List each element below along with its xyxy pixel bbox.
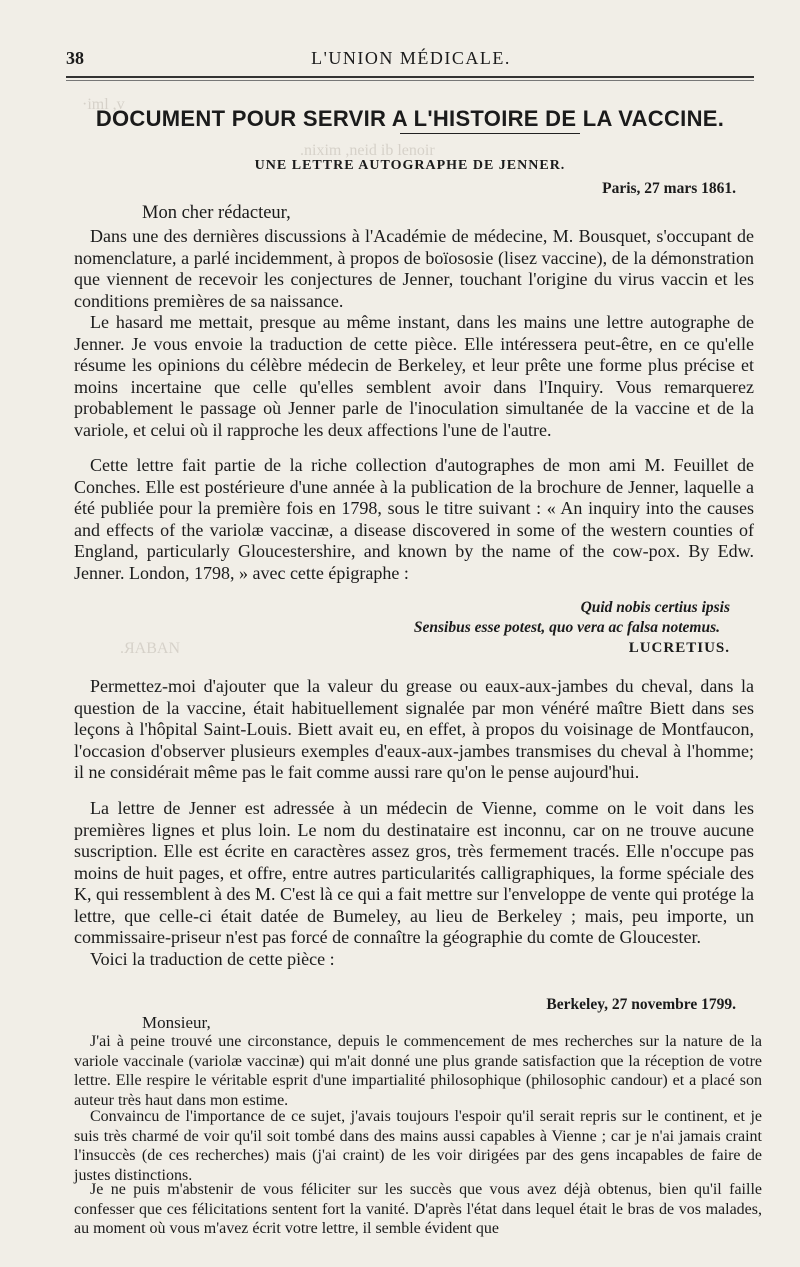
letter-text: Convaincu de l'importance de ce sujet, j'avais toujours l'espoir qu'il serait repris sur le continent, et je suis très charmé de voir qu'il soit tombé dans des mains aussi capables à Vienne ; car je n'ai jamais craint l'insuccès (de ces recherches) mais (j'ai craint) de les voir dirigées par des gens incapables de faire de justes distinctions. bbox=[74, 1108, 762, 1184]
paragraph-text: La lettre de Jenner est adressée à un médecin de Vienne, comme on le voit dans les premières lignes et plus loin. Le nom du destinataire est inconnu, car on ne trouve aucune suscription. Elle est écrite en caractères assez gros, très fermement tracés. Elle n'occupe pas moins de huit pages, et offre, entre autres particularités calligraphiques, la forme spéciale des K, qui ressemblent à des M. C'est là ce qui a fait mettre sur l'enveloppe de vente qui protége la lettre, que celle-ci était datée de Bumeley, au lieu de Berkeley ; mais, peu importe, un commissaire-priseur n'est pas forcé de connaître la géographie du comte de Gloucester. bbox=[74, 798, 754, 947]
title-rule bbox=[400, 133, 580, 134]
paragraph-4 bbox=[74, 676, 754, 784]
paragraph-3 bbox=[74, 455, 754, 584]
show-through-text: ·iml ,v bbox=[82, 96, 125, 113]
letter-text: J'ai à peine trouvé une circonstance, depuis le commencement de mes recherches sur la nature de la variole vaccinale (variolæ vaccinæ) qui m'ait donné une plus grande satisfaction que la réception de votre lettre. Elle respire le véritable esprit d'une impartialité philosophique (philosophic candour) et a placé son auteur très haut dans mon estime. bbox=[74, 1033, 762, 1109]
paragraph-text: Voici la traduction de cette pièce : bbox=[90, 948, 335, 969]
paragraph-2 bbox=[74, 312, 754, 441]
show-through-text: .ЯABAN bbox=[120, 640, 181, 657]
paragraph-text: Le hasard me mettait, presque au même instant, dans les mains une lettre autographe de Jenner. Je vous envoie la traduction de cette pièce. Elle intéressera peut-être, en ce qu'elle résume les opinions du célèbre médecin de Berkeley, et leur prête une forme plus précise et moins incertaine que celle qu'elles semblent avoir dans l'Inquiry. Vous remarquerez probablement le passage où Jenner parle de l'inoculation simultanée de la vaccine et de la variole, et celui où il rapproche les deux affections l'une de l'autre. bbox=[74, 312, 754, 440]
paragraph-text: Permettez-moi d'ajouter que la valeur du grease ou eaux-aux-jambes du cheval, dans la question de la vaccine, était habituellement signalée par mon vénéré maître Biett dans ses leçons à l'hôpital Saint-Louis. Biett avait eu, en effet, à propos du voisinage de Montfaucon, l'occasion d'observer plusieurs exemples d'eaux-aux-jambes transmises du cheval à l'homme; il ne considérait même pas le fait comme aussi rare qu'on le pense aujourd'hui. bbox=[74, 676, 754, 782]
show-through-text: .nixim ,neid ib lenoir bbox=[300, 142, 435, 159]
salutation: Mon cher rédacteur, bbox=[142, 203, 291, 223]
article-subtitle: UNE LETTRE AUTOGRAPHE DE JENNER. bbox=[254, 158, 566, 173]
letter-salutation: Monsieur, bbox=[142, 1013, 211, 1032]
letter-paragraph-1 bbox=[74, 1032, 762, 1110]
running-head bbox=[66, 48, 756, 76]
header-rule bbox=[66, 76, 754, 78]
paragraph-text: Dans une des dernières discussions à l'Académie de médecine, M. Bousquet, s'occupant de nomenclature, a parlé incidemment, à propos de boïososie (lisez vaccine), de la démonstration que viennent de recevoir les conjectures de Jenner, touchant l'origine du virus vaccin et les conditions premières de sa naissance. bbox=[74, 226, 754, 311]
journal-title: L'UNION MÉDICALE. bbox=[311, 48, 511, 68]
letter-text: Je ne puis m'abstenir de vous féliciter sur les succès que vous avez déjà obtenus, bien qu'il faille confesser que ces félicitations sentent fort la vanité. D'après l'état dans lequel était le bras de vos malades, au moment où vous m'avez écrit votre lettre, il semble évident que bbox=[74, 1181, 762, 1237]
article-title: DOCUMENT POUR SERVIR A L'HISTOIRE DE LA VACCINE. bbox=[95, 106, 725, 131]
header-rule-thin bbox=[66, 80, 754, 81]
dateline: Paris, 27 mars 1861. bbox=[602, 180, 736, 197]
letter-dateline: Berkeley, 27 novembre 1799. bbox=[546, 996, 736, 1013]
letter-paragraph-2 bbox=[74, 1107, 762, 1185]
letter-paragraph-3 bbox=[74, 1180, 762, 1239]
epigraph-line-1: Quid nobis certius ipsis bbox=[580, 599, 730, 616]
paragraph-5 bbox=[74, 798, 754, 970]
paragraph-text: Cette lettre fait partie de la riche collection d'autographes de mon ami M. Feuillet de Conches. Elle est postérieure d'une année à la publication de la brochure de Jenner, laquelle a été publiée pour la première fois en 1798, sous le titre suivant : « An inquiry into the causes and effects of the variolæ vaccinæ, a disease discovered in some of the western counties of England, particularly Gloucestershire, and known by the name of the cow-pox. By Edw. Jenner. London, 1798, » avec cette épigraphe : bbox=[74, 455, 754, 583]
epigraph-line-2: Sensibus esse potest, quo vera ac falsa notemus. bbox=[413, 619, 720, 636]
page-number: 38 bbox=[66, 48, 84, 68]
paragraph-1 bbox=[74, 226, 754, 312]
epigraph-author: LUCRETIUS. bbox=[628, 640, 730, 656]
epigraph bbox=[414, 598, 730, 658]
